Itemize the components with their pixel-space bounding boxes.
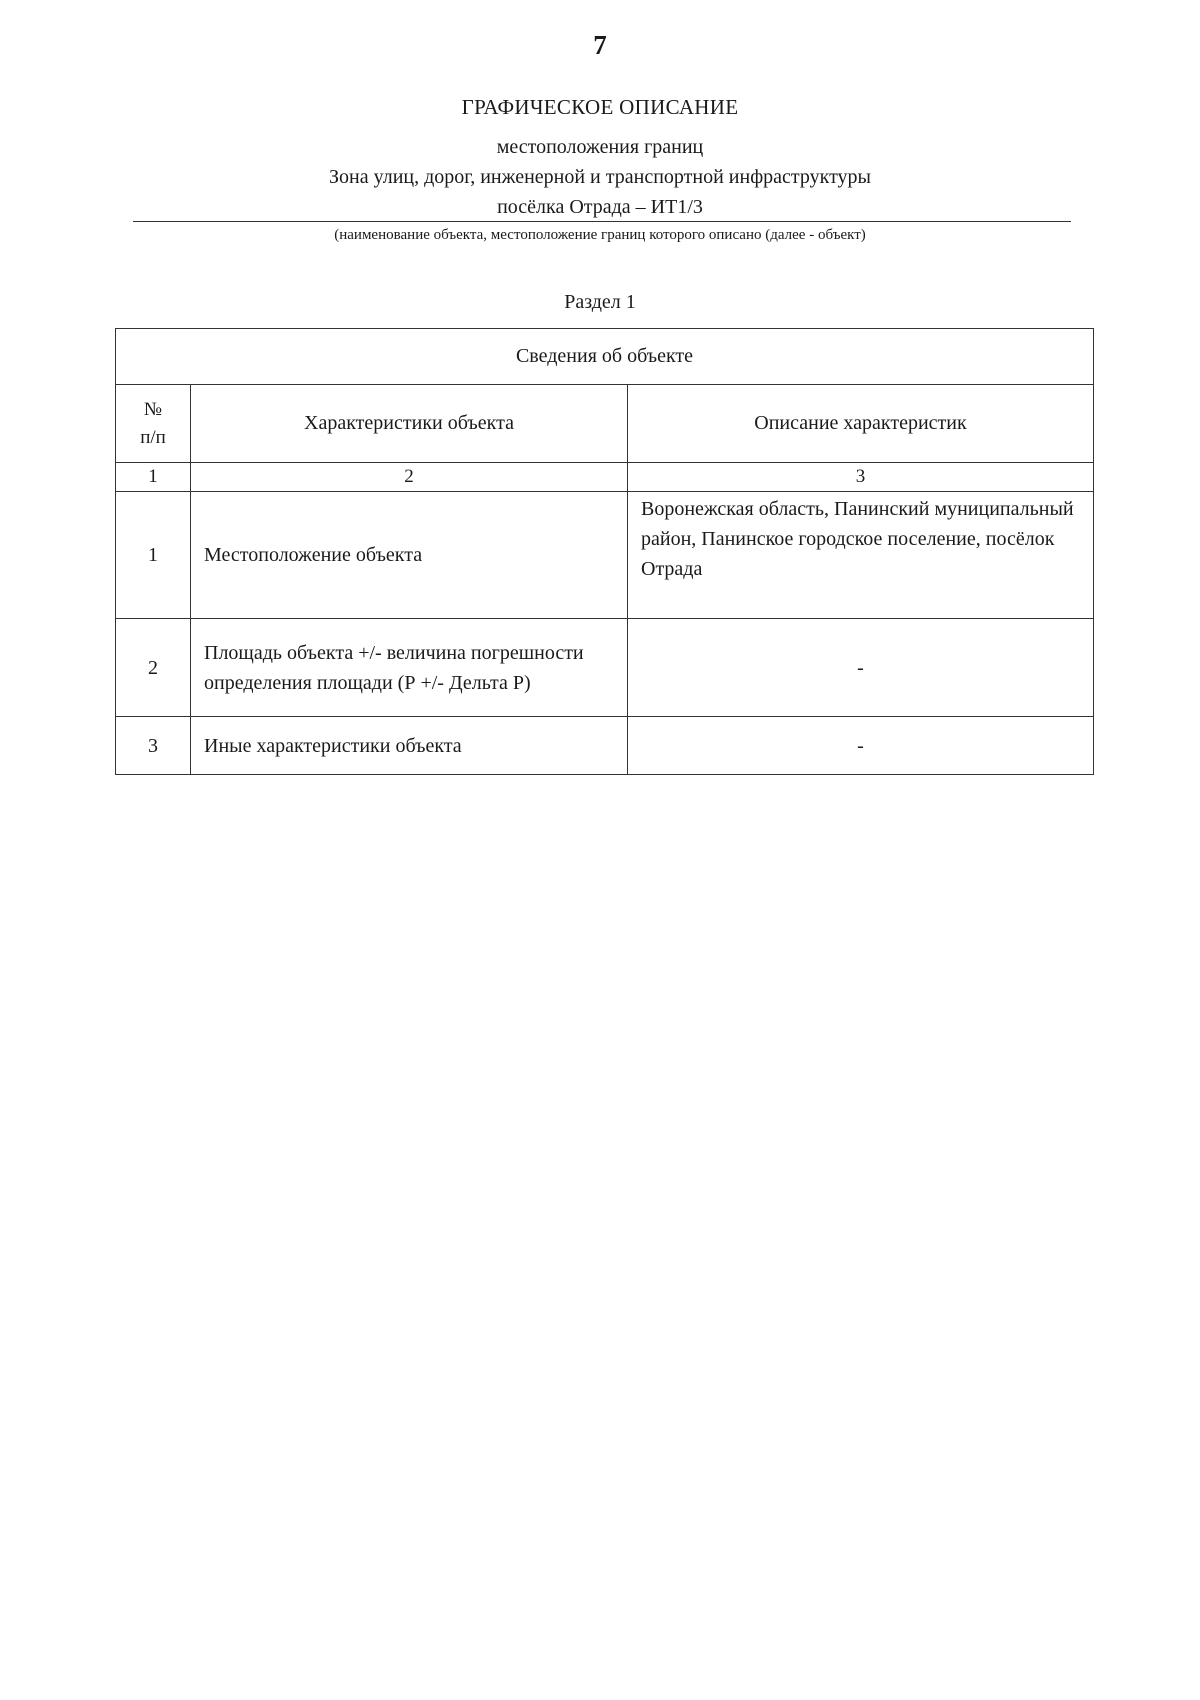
subtitle-line-3: посёлка Отрада – ИТ1/3 bbox=[497, 196, 703, 218]
row-characteristic: Площадь объекта +/- величина погрешности определения площади (Р +/- Дельта Р) bbox=[191, 619, 628, 717]
document-title: ГРАФИЧЕСКОЕ ОПИСАНИЕ bbox=[461, 95, 739, 119]
subtitle-line-1: местоположения границ bbox=[496, 136, 704, 158]
column-number-3: 3 bbox=[628, 463, 1094, 492]
row-characteristic: Местоположение объекта bbox=[191, 492, 628, 619]
page-number: 7 bbox=[593, 30, 607, 60]
row-description: - bbox=[628, 717, 1094, 775]
header-characteristic: Характеристики объекта bbox=[191, 385, 628, 463]
column-number-row bbox=[116, 463, 1094, 492]
row-description: Воронежская область, Панинский муниципальный район, Панинское городское поселение, посёлок Отрада bbox=[628, 492, 1094, 619]
section-label: Раздел 1 bbox=[564, 291, 636, 313]
table-header-row bbox=[116, 385, 1094, 463]
row-number: 2 bbox=[116, 619, 191, 717]
header-number-abbrev: п/п bbox=[140, 426, 166, 448]
table-row bbox=[116, 717, 1094, 775]
column-number-2: 2 bbox=[191, 463, 628, 492]
object-info-table bbox=[115, 328, 1094, 775]
table-caption-row bbox=[116, 329, 1094, 385]
header-number bbox=[116, 385, 191, 463]
header-number-symbol: № bbox=[143, 398, 163, 420]
column-number-1: 1 bbox=[116, 463, 191, 492]
row-characteristic: Иные характеристики объекта bbox=[191, 717, 628, 775]
row-number: 3 bbox=[116, 717, 191, 775]
row-description: - bbox=[628, 619, 1094, 717]
object-name-underline bbox=[133, 221, 1071, 222]
table-row bbox=[116, 492, 1094, 619]
subtitle-block bbox=[0, 132, 1200, 222]
table-row bbox=[116, 619, 1094, 717]
subtitle-line-2: Зона улиц, дорог, инженерной и транспортной инфраструктуры bbox=[329, 166, 871, 188]
header-description: Описание характеристик bbox=[628, 385, 1094, 463]
row-number: 1 bbox=[116, 492, 191, 619]
table-caption: Сведения об объекте bbox=[116, 329, 1094, 385]
object-caption: (наименование объекта, местоположение границ которого описано (далее - объект) bbox=[334, 227, 866, 243]
